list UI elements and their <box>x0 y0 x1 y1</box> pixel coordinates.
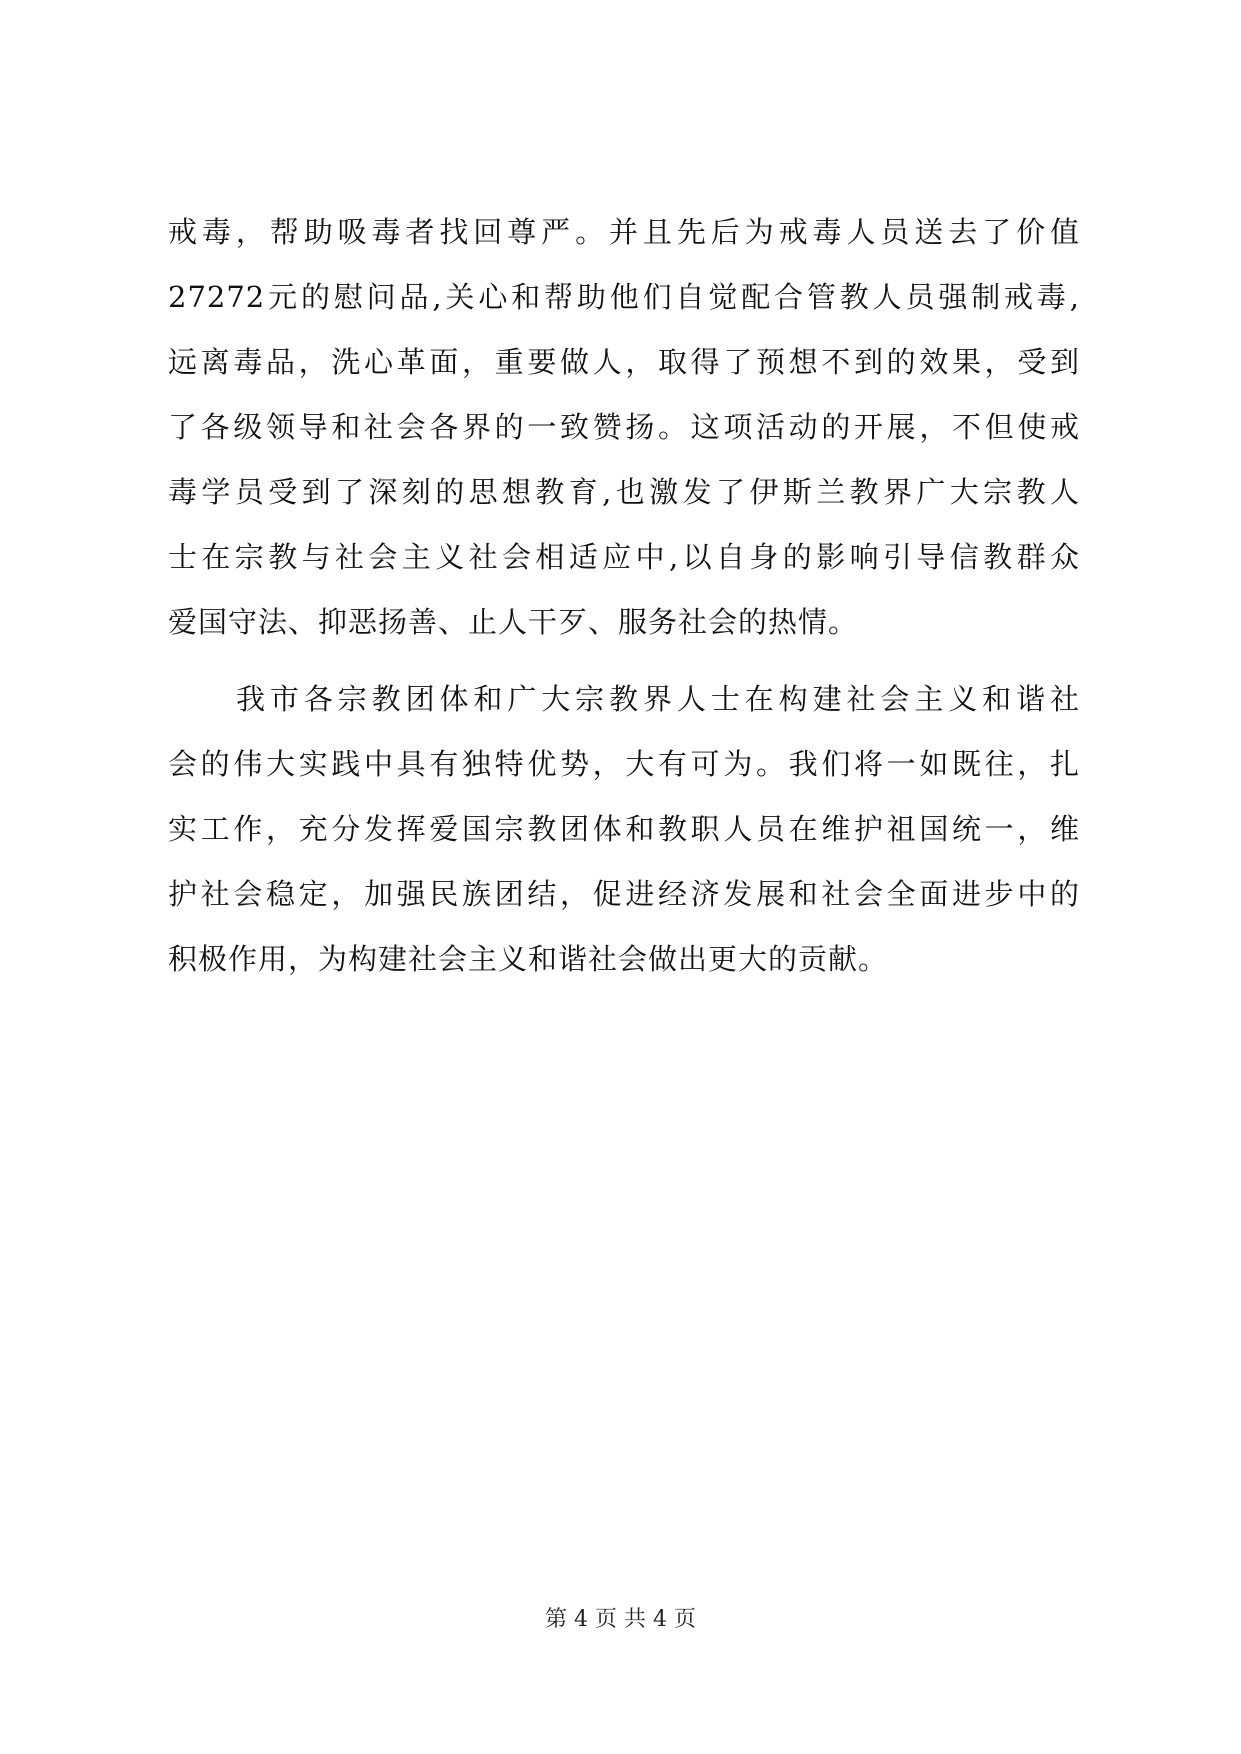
paragraph-line: 我市各宗教团体和广大宗教界人士在构建社会主义和谐社 <box>236 682 1080 716</box>
paragraph-line: 实工作，充分发挥爱国宗教团体和教职人员在维护祖国统一，维 <box>168 812 1080 846</box>
paragraph-gap <box>168 655 1080 667</box>
paragraph-1 <box>168 200 1080 655</box>
paragraph-line: 毒学员受到了深刻的思想教育,也激发了伊斯兰教界广大宗教人 <box>168 475 1080 509</box>
paragraph-line: 士在宗教与社会主义社会相适应中,以自身的影响引导信教群众 <box>168 540 1080 574</box>
paragraph-line: 会的伟大实践中具有独特优势，大有可为。我们将一如既往，扎 <box>168 747 1080 781</box>
paragraph-line: 戒毒，帮助吸毒者找回尊严。并且先后为戒毒人员送去了价值 <box>168 215 1080 249</box>
paragraph-line: 了各级领导和社会各界的一致赞扬。这项活动的开展，不但使戒 <box>168 410 1080 444</box>
paragraph-line: 27272元的慰问品,关心和帮助他们自觉配合管教人员强制戒毒, <box>168 280 1080 314</box>
body-text <box>168 200 1080 992</box>
paragraph-line: 爱国守法、抑恶扬善、止人干歹、服务社会的热情。 <box>168 605 859 639</box>
paragraph-line: 护社会稳定，加强民族团结，促进经济发展和社会全面进步中的 <box>168 877 1080 911</box>
paragraph-line: 积极作用，为构建社会主义和谐社会做出更大的贡献。 <box>168 942 889 976</box>
paragraph-line: 远离毒品，洗心革面，重要做人，取得了预想不到的效果，受到 <box>168 345 1080 379</box>
paragraph-2 <box>168 667 1080 992</box>
page-number-footer: 第 4 页 共 4 页 <box>545 1607 696 1632</box>
